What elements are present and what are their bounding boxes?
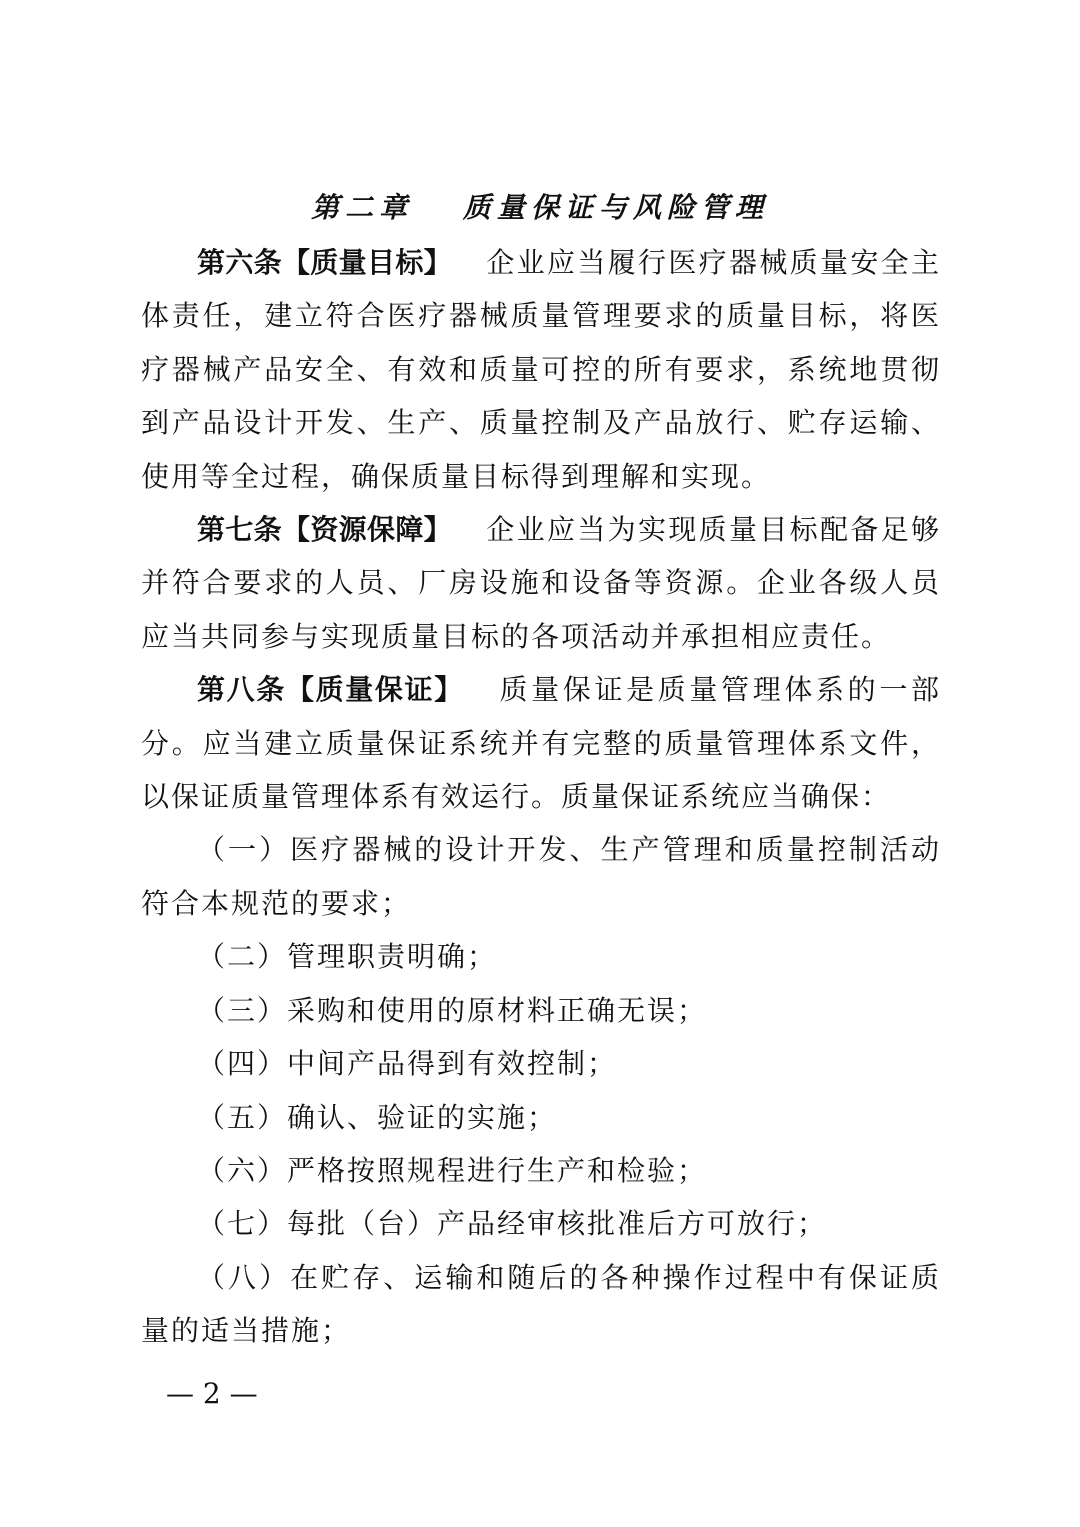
list-item-6: （六）严格按照规程进行生产和检验； — [197, 1153, 708, 1187]
list-item-3: （三）采购和使用的原材料正确无误； — [197, 993, 708, 1027]
page-number: — 2 — — [166, 1377, 258, 1410]
document-body — [141, 236, 941, 1358]
list-item-4: （四）中间产品得到有效控制； — [197, 1047, 618, 1081]
article-7-heading: 第七条【资源保障】 — [197, 513, 452, 547]
article-6-heading: 第六条【质量目标】 — [197, 246, 452, 279]
article-6-text: 企业应当履行医疗器械质量安全主体责任，建立符合医疗器械质量管理要求的质量目标，将医疗器械产品安全、有效和质量可控的所有要求，系统地贯彻到产品设计开发、生产、质量控制及产品放行、贮存运输、使用等全过程，确保质量目标得到理解和实现。 — [141, 246, 941, 493]
list-item-8: （八）在贮存、运输和随后的各种操作过程中有保证质量的适当措施； — [141, 1260, 941, 1348]
article-7-text: 企业应当为实现质量目标配备足够并符合要求的人员、厂房设施和设备等资源。企业各级人员应当共同参与实现质量目标的各项活动并承担相应责任。 — [141, 513, 941, 653]
article-6 — [141, 236, 941, 503]
list-item-5: （五）确认、验证的实施； — [197, 1100, 558, 1134]
article-8-text: 质量保证是质量管理体系的一部分。应当建立质量保证系统并有完整的质量管理体系文件，以保证质量管理体系有效运行。质量保证系统应当确保： — [141, 673, 941, 814]
list-item-2: （二）管理职责明确； — [197, 940, 498, 974]
list-item-7: （七）每批（台）产品经审核批准后方可放行； — [197, 1207, 828, 1241]
article-8-heading: 第八条【质量保证】 — [197, 673, 464, 707]
list-item-1: （一）医疗器械的设计开发、生产管理和质量控制活动符合本规范的要求； — [141, 833, 941, 920]
article-8 — [141, 663, 941, 823]
article-7 — [141, 503, 941, 663]
chapter-title: 第二章 质量保证与风险管理 — [311, 191, 769, 224]
